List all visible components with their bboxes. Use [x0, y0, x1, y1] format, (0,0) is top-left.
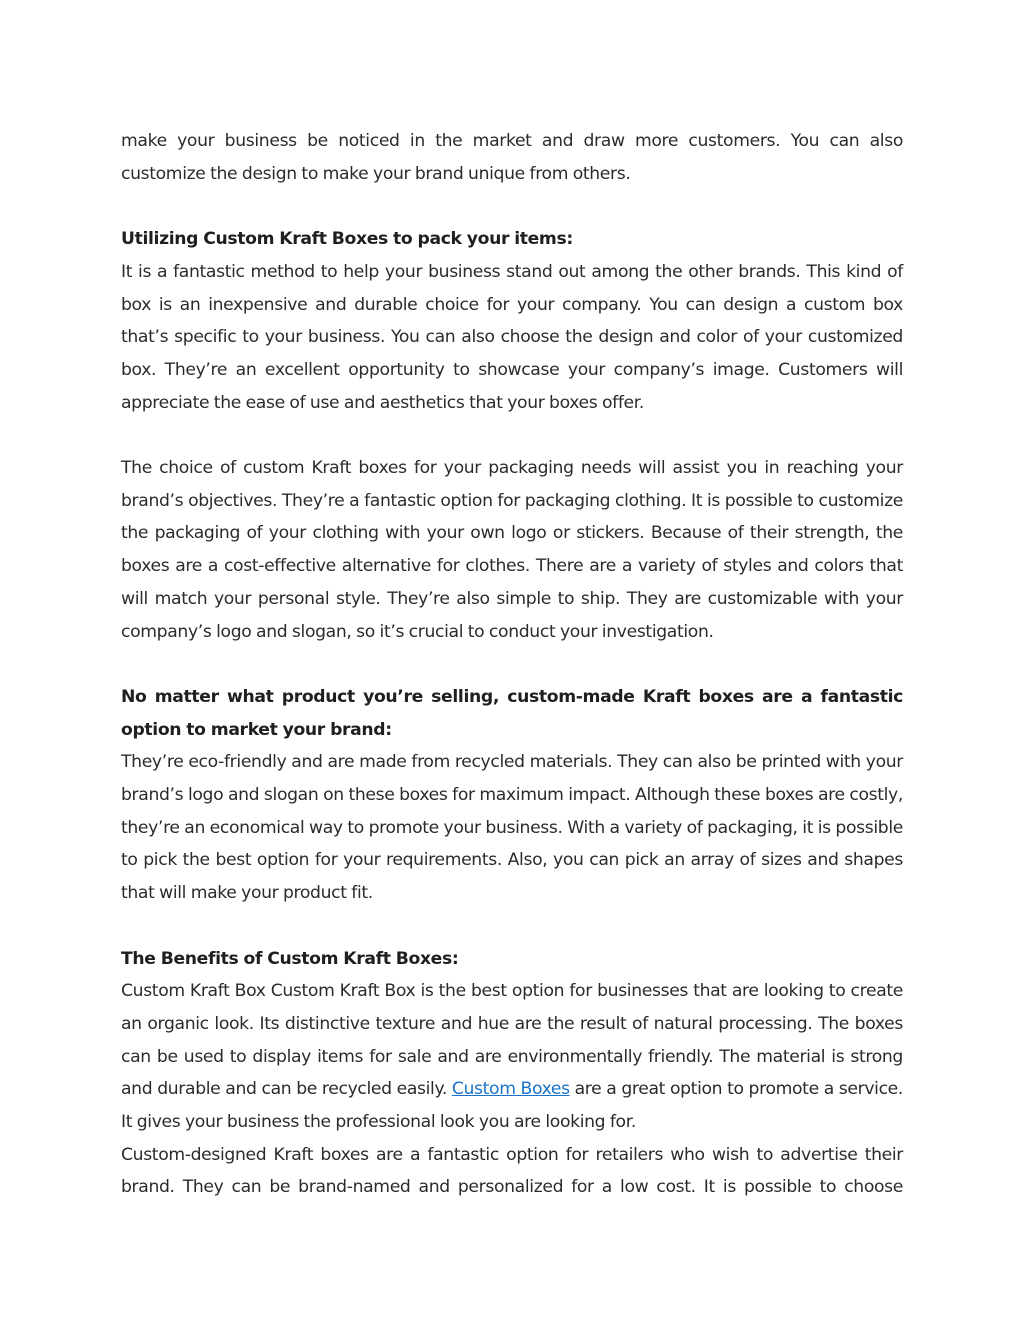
- paragraph-gap: [121, 648, 903, 681]
- paragraph-fantastic-method: It is a fantastic method to help your business stand out among the other brands. This kind of box is an inexpensive and durable choice for your company. You can design a custom box that’s specific to your business. You can also choose the design and color of your customized box. They’re an excellent opportunity to showcase your company’s image. Customers will appreciate the ease of use and aesthetics that your boxes offer.: [121, 261, 903, 413]
- paragraph-benefits-text-before: Custom Kraft Box Custom Kraft Box is the best option for businesses that are looking to create an organic look. Its distinctive texture and hue are the result of natural processing. The boxes can be used to display items for sale and are environmentally friendly. The material is strong and durable and can be recycled easily.: [121, 981, 903, 1100]
- heading-benefits-of-kraft-boxes: The Benefits of Custom Kraft Boxes:: [121, 948, 459, 969]
- paragraph-gap: [121, 190, 903, 223]
- paragraph-retailers: Custom-designed Kraft boxes are a fantastic option for retailers who wish to advertise their brand. They can be brand-named and personalized for a low cost. It is possible to choose: [121, 1144, 903, 1198]
- paragraph-gap: [121, 910, 903, 943]
- paragraph-benefits-text-after: are a great option to promote a service. It gives your business the professional look you are looking for.: [121, 1079, 904, 1133]
- heading-no-matter-what-product: No matter what product you’re selling, custom-made Kraft boxes are a fantastic option to market your brand:: [121, 686, 903, 740]
- paragraph-eco-friendly: They’re eco-friendly and are made from recycled materials. They can also be printed with your brand’s logo and slogan on these boxes for maximum impact. Although these boxes are costly, they’re an economical way to promote your business. With a variety of packaging, it is possible to pick the best option for your requirements. Also, you can pick an array of sizes and shapes that will make your product fit.: [121, 752, 903, 904]
- paragraph-benefits: [121, 975, 903, 1139]
- heading-utilizing-kraft-boxes: Utilizing Custom Kraft Boxes to pack your items:: [121, 229, 573, 250]
- paragraph-gap: [121, 419, 903, 452]
- paragraph-choice-of-kraft-boxes: The choice of custom Kraft boxes for your packaging needs will assist you in reaching your brand’s objectives. They’re a fantastic option for packaging clothing. It is possible to customize the packaging of your clothing with your own logo or stickers. Because of their strength, the boxes are a cost-effective alternative for clothes. There are a variety of styles and colors that will match your personal style. They’re also simple to ship. They are customizable with your company’s logo and slogan, so it’s crucial to conduct your investigation.: [121, 458, 903, 642]
- paragraph-intro-continued: make your business be noticed in the market and draw more customers. You can also customize the design to make your brand unique from others.: [121, 131, 903, 184]
- custom-boxes-link[interactable]: Custom Boxes: [451, 1079, 570, 1100]
- document-page: [121, 125, 903, 1204]
